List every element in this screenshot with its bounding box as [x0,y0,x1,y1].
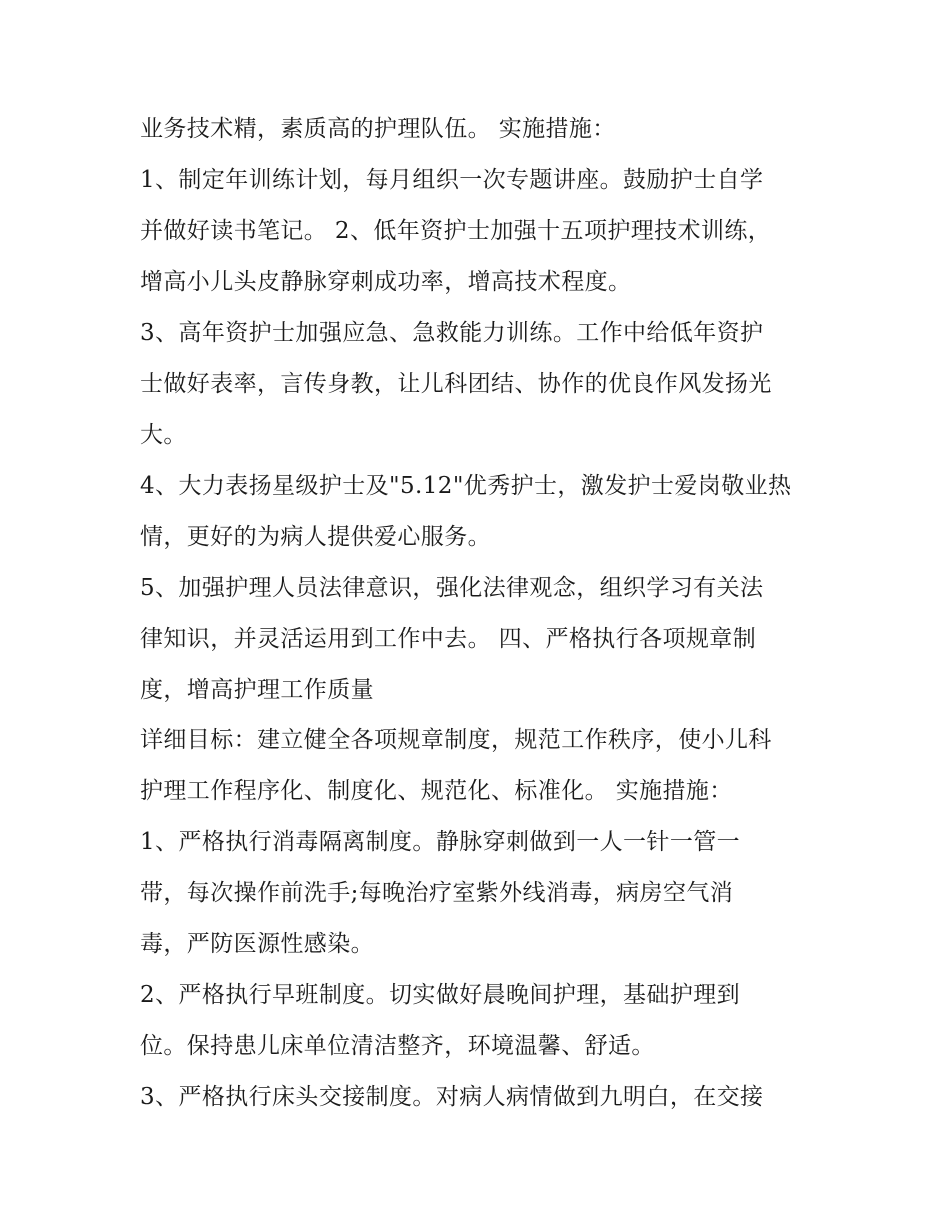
text-line: 位。保持患儿床单位清洁整齐，环境温馨、舒适。 [140,1033,655,1059]
text-line: 度，增高护理工作质量 [140,677,374,703]
text-line: 1、制定年训练计划，每月组织一次专题讲座。鼓励护士自学 [140,167,764,193]
text-line: 4、大力表扬星级护士及"5.12"优秀护士，激发护士爱岗敬业热 [140,473,792,499]
document-body [140,104,830,1123]
text-line: 护理工作程序化、制度化、规范化、标准化。 实施措施： [140,778,733,804]
text-line: 并做好读书笔记。 2、低年资护士加强十五项护理技术训练， [140,218,772,244]
text-line: 业务技术精，素质高的护理队伍。 实施措施： [140,116,616,142]
text-line: 律知识，并灵活运用到工作中去。 四、严格执行各项规章制 [140,626,757,652]
text-line: 1、严格执行消毒隔离制度。静脉穿刺做到一人一针一管一 [140,829,741,855]
text-line: 情，更好的为病人提供爱心服务。 [140,524,491,550]
text-line: 5、加强护理人员法律意识，强化法律观念，组织学习有关法 [140,575,764,601]
text-line: 2、严格执行早班制度。切实做好晨晚间护理，基础护理到 [140,982,741,1008]
text-line: 大。 [140,422,187,448]
text-line: 3、严格执行床头交接制度。对病人病情做到九明白，在交接 [140,1084,764,1110]
text-line: 3、高年资护士加强应急、急救能力训练。工作中给低年资护 [140,320,764,346]
text-line: 士做好表率，言传身教，让儿科团结、协作的优良作风发扬光 [140,371,772,397]
text-line: 毒，严防医源性感染。 [140,931,374,957]
text-line: 增高小儿头皮静脉穿刺成功率，增高技术程度。 [140,269,632,295]
text-line: 详细目标：建立健全各项规章制度，规范工作秩序，使小儿科 [140,727,772,753]
text-line: 带，每次操作前洗手;每晚治疗室紫外线消毒，病房空气消 [140,880,734,906]
